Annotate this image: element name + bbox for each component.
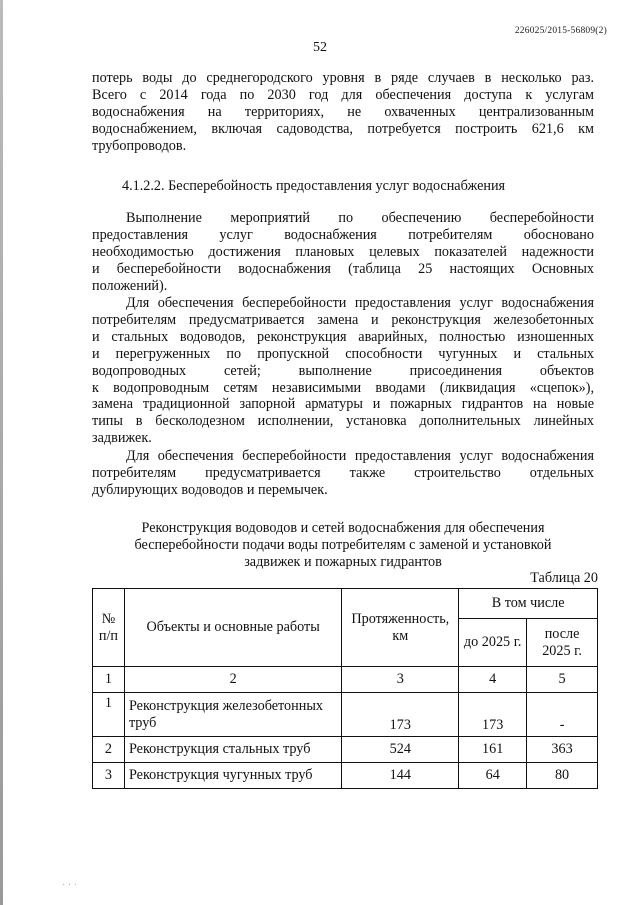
row-after: - [527, 693, 598, 737]
text-line: типы в бесколодезном исполнении, установка дополнительных линейных [92, 413, 594, 430]
text-line: водоснабжения на территориях, не охваченных централизованным [92, 103, 594, 120]
text-line: и бесперебойности водоснабжения (таблица 25 настоящих Основных [92, 260, 594, 277]
text-line: необходимостью достижения плановых целевых показателей надежности [92, 243, 594, 260]
section-heading: 4.1.2.2. Бесперебойность предоставления услуг водоснабжения [122, 178, 506, 194]
text-line: Для обеспечения бесперебойности предоставления услуг водоснабжения [126, 295, 594, 311]
row-length: 173 [342, 693, 459, 737]
header-after: после 2025 г. [527, 619, 598, 667]
column-number: 4 [459, 667, 527, 693]
text-line: и стальных водоводов, реконструкция аварийных, полностью изношенных [92, 328, 594, 345]
table-caption [92, 520, 594, 571]
table-row [93, 693, 598, 737]
text-line: потерь воды до среднегородского уровня в ряде случаев в несколько раз. [92, 70, 594, 86]
text-line: Выполнение мероприятий по обеспечению бесперебойности [126, 210, 594, 226]
text-line: трубопроводов. [92, 137, 187, 154]
column-number: 2 [124, 667, 341, 693]
table-row [93, 763, 598, 789]
page-number: 52 [313, 40, 327, 55]
text-line: и перегруженных по пропускной способности чугунных и стальных [92, 345, 594, 362]
header-including: В том числе [459, 589, 598, 619]
row-before: 161 [459, 737, 527, 763]
column-numbers-row [93, 667, 598, 693]
caption-line: задвижек и пожарных гидрантов [244, 554, 442, 570]
paragraph-2 [92, 295, 594, 447]
document-id: 226025/2015-56809(2) [514, 26, 607, 36]
text-line: потребителям предусматривается также строительство отдельных [92, 464, 594, 481]
reconstruction-table [92, 588, 598, 789]
row-name: Реконструкция железобетонных труб [124, 693, 341, 737]
column-number: 5 [527, 667, 598, 693]
column-number: 1 [93, 667, 125, 693]
text-line: предоставления услуг водоснабжения потребителям обосновано [92, 226, 594, 243]
row-num: 2 [93, 737, 125, 763]
text-line: Для обеспечения бесперебойности предоставления услуг водоснабжения [126, 448, 594, 464]
header-objects: Объекты и основные работы [124, 589, 341, 667]
row-name: Реконструкция чугунных труб [124, 763, 341, 789]
paragraph-top [92, 70, 594, 155]
caption-line: бесперебойности подачи воды потребителям с заменой и установкой [134, 537, 552, 553]
header-length: Протяженность, км [342, 589, 459, 667]
paragraph-1 [92, 210, 594, 295]
table-header-row [93, 589, 598, 619]
row-length: 144 [342, 763, 459, 789]
caption-line: Реконструкция водоводов и сетей водоснабжения для обеспечения [141, 520, 545, 536]
header-num: № п/п [93, 589, 125, 667]
row-after: 363 [527, 737, 598, 763]
text-line: водопроводных сетей; выполнение присоединения объектов [92, 362, 594, 379]
text-line: дублирующих водоводов и перемычек. [92, 481, 328, 498]
column-number: 3 [342, 667, 459, 693]
header-before: до 2025 г. [459, 619, 527, 667]
text-line: замена традиционной запорной арматуры и пожарных гидрантов на новые [92, 396, 594, 413]
text-line: Всего с 2014 года по 2030 год для обеспечения доступа к услугам [92, 86, 594, 103]
scan-noise: · · · [62, 880, 77, 891]
table-label: Таблица 20 [530, 570, 598, 586]
row-num: 3 [93, 763, 125, 789]
row-before: 64 [459, 763, 527, 789]
row-after: 80 [527, 763, 598, 789]
table-row [93, 737, 598, 763]
row-before: 173 [459, 693, 527, 737]
row-name: Реконструкция стальных труб [124, 737, 341, 763]
row-num: 1 [93, 693, 125, 737]
row-length: 524 [342, 737, 459, 763]
text-line: задвижек. [92, 430, 152, 447]
text-line: к водопроводным сетям независимыми вводами (ликвидация «сцепок»), [92, 379, 594, 396]
text-line: водоснабжением, включая садоводства, потребуется построить 621,6 км [92, 120, 594, 137]
text-line: потребителям предусматривается замена и реконструкция железобетонных [92, 311, 594, 328]
paragraph-3 [92, 448, 594, 499]
text-line: положений). [92, 277, 168, 294]
